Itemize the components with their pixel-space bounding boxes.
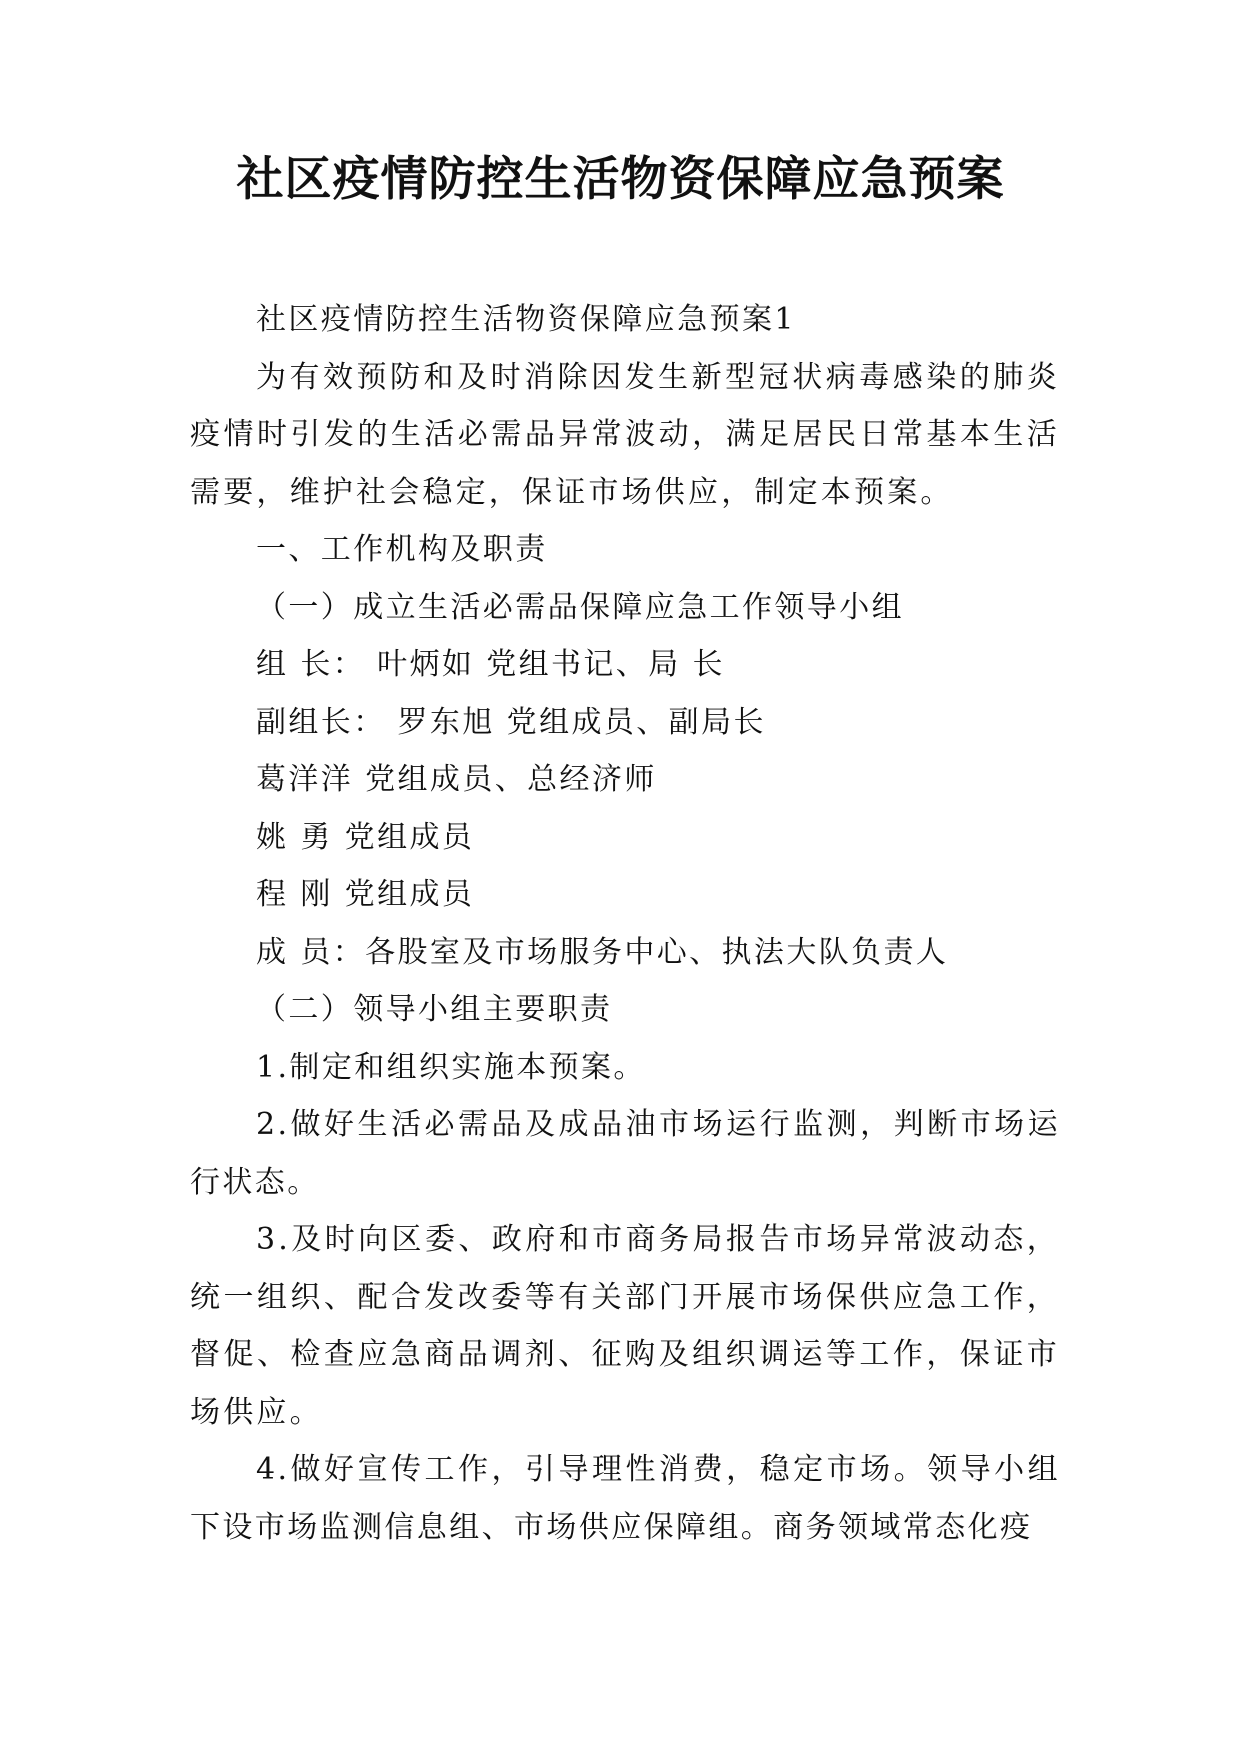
member-line: 葛洋洋 党组成员、总经济师	[256, 762, 657, 797]
subsection-heading: （二）领导小组主要职责	[256, 992, 613, 1027]
deputy-leader-line: 副组长： 罗东旭 党组成员、副局长	[256, 704, 766, 740]
member-line: 姚 勇 党组成员	[256, 819, 475, 855]
intro-paragraph: 为有效预防和及时消除因发生新型冠状病毒感染的肺炎疫情时引发的生活必需品异常波动，满足居民日常基本生活需要，维护社会稳定，保证市场供应，制定本预案。	[190, 359, 1060, 510]
duty-item: 2.做好生活必需品及成品油市场运行监测，判断市场运行状态。	[190, 1107, 1060, 1200]
duty-item: 1.制定和组织实施本预案。	[256, 1049, 646, 1085]
leader-line: 组 长： 叶炳如 党组书记、局 长	[256, 647, 725, 682]
subtitle-paragraph: 社区疫情防控生活物资保障应急预案1	[256, 302, 796, 337]
document-title: 社区疫情防控生活物资保障应急预案	[236, 152, 1005, 207]
duty-item: 4.做好宣传工作，引导理性消费，稳定市场。领导小组下设市场监测信息组、市场供应保障组。商务领域常态化疫	[190, 1452, 1060, 1545]
members-line: 成 员：各股室及市场服务中心、执法大队负责人	[256, 934, 949, 970]
document-body	[190, 291, 1060, 1556]
section-heading: 一、工作机构及职责	[256, 532, 548, 567]
subsection-heading: （一）成立生活必需品保障应急工作领导小组	[256, 589, 904, 625]
duty-item: 3.及时向区委、政府和市商务局报告市场异常波动态，统一组织、配合发改委等有关部门开展市场保供应急工作，督促、检查应急商品调剂、征购及组织调运等工作，保证市场供应。	[190, 1222, 1060, 1430]
member-line: 程 刚 党组成员	[256, 877, 475, 912]
